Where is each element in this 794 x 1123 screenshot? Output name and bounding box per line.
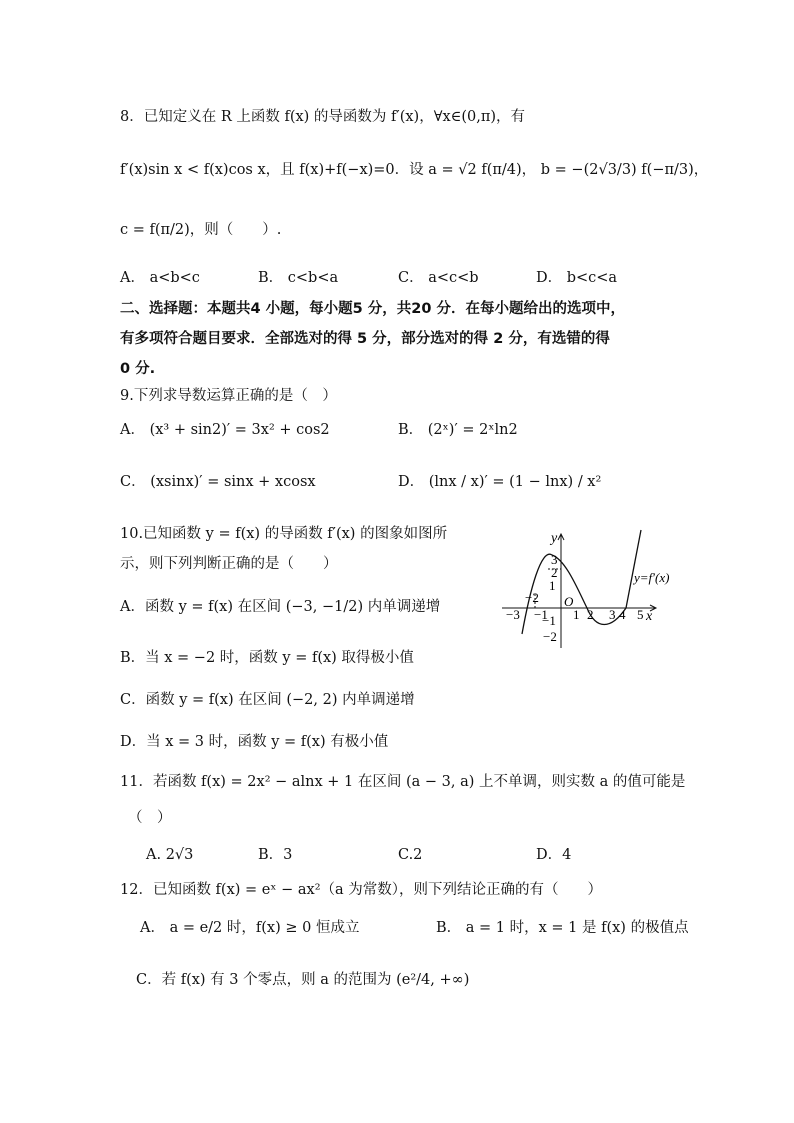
y-tick-2: 2 xyxy=(551,565,558,580)
y-tick-3: 3 xyxy=(551,552,558,567)
section-2-heading-line-3: 0 分. xyxy=(120,361,156,377)
q11-option-d: D．4 xyxy=(536,847,572,863)
q9-option-d: D． (lnx / x)′ = (1 − lnx) / x² xyxy=(398,474,602,490)
q8-option-b: B． c<b<a xyxy=(258,270,339,286)
x-tick-1: 1 xyxy=(573,607,580,622)
x-tick-4: 4 xyxy=(619,607,626,622)
q10-option-a: A．函数 y = f(x) 在区间 (−3, −1/2) 内单调递增 xyxy=(120,599,441,615)
q11-option-a: A. 2√3 xyxy=(146,847,194,863)
y-axis-label: y xyxy=(551,531,558,546)
q11-option-c: C.2 xyxy=(398,847,423,863)
x-tick-minus-2: −2 xyxy=(525,590,539,605)
q10-line-2: 示，则下列判断正确的是（ ） xyxy=(120,556,338,572)
q12-option-b: B． a = 1 时，x = 1 是 f(x) 的极值点 xyxy=(436,920,689,936)
curve-label: y=f′(x) xyxy=(634,570,670,585)
section-2-heading-line-2: 有多项符合题目要求．全部选对的得 5 分，部分选对的得 2 分，有选错的得 xyxy=(120,331,610,347)
q8-option-d: D． b<c<a xyxy=(536,270,618,286)
q11-option-b: B．3 xyxy=(258,847,293,863)
q10-line-1: 10.已知函数 y = f(x) 的导函数 f′(x) 的图象如图所 xyxy=(120,526,448,542)
x-tick-minus-1: −1 xyxy=(534,607,548,622)
q10-option-b: B．当 x = −2 时，函数 y = f(x) 取得极小值 xyxy=(120,650,414,666)
x-axis-label: x xyxy=(646,609,653,624)
q8-line-3: c = f(π/2)，则（ ）. xyxy=(120,222,282,238)
q10-option-c: C．函数 y = f(x) 在区间 (−2, 2) 内单调递增 xyxy=(120,692,415,708)
q9-stem: 9.下列求导数运算正确的是（ ） xyxy=(120,388,337,404)
q8-option-c: C． a<c<b xyxy=(398,270,479,286)
q8-option-a: A． a<b<c xyxy=(120,270,200,286)
x-tick-5: 5 xyxy=(637,607,644,622)
q12-option-a: A． a = e/2 时，f(x) ≥ 0 恒成立 xyxy=(140,920,360,936)
q8-line-1: 8．已知定义在 R 上函数 f(x) 的导函数为 f′(x)，∀x∈(0,π)，有 xyxy=(120,109,526,125)
q12-stem: 12．已知函数 f(x) = eˣ − ax²（a 为常数），则下列结论正确的有（ ） xyxy=(120,882,603,898)
q11-stem: 11．若函数 f(x) = 2x² − alnx + 1 在区间 (a − 3, a) 上不单调，则实数 a 的值可能是 xyxy=(120,774,686,790)
q9-option-c: C． (xsinx)′ = sinx + xcosx xyxy=(120,474,316,490)
origin-label: O xyxy=(564,594,574,609)
y-tick-1: 1 xyxy=(549,578,556,593)
x-tick-minus-3: −3 xyxy=(506,607,520,622)
q12-option-c: C．若 f(x) 有 3 个零点，则 a 的范围为 (e²/4, +∞) xyxy=(136,972,470,988)
x-tick-2: 2 xyxy=(587,607,594,622)
q11-paren: （ ） xyxy=(128,810,172,826)
y-tick-minus-1: −1 xyxy=(542,613,556,628)
derivative-graph xyxy=(496,520,696,652)
x-tick-3: 3 xyxy=(609,607,616,622)
section-2-heading-line-1: 二、选择题：本题共4 小题，每小题5 分，共20 分．在每小题给出的选项中， xyxy=(120,301,625,317)
q9-option-a: A． (x³ + sin2)′ = 3x² + cos2 xyxy=(120,422,330,438)
y-tick-minus-2: −2 xyxy=(543,629,557,644)
q9-option-b: B． (2ˣ)′ = 2ˣln2 xyxy=(398,422,518,438)
q10-option-d: D．当 x = 3 时，函数 y = f(x) 有极小值 xyxy=(120,734,389,750)
q8-line-2: f′(x)sin x < f(x)cos x，且 f(x)+f(−x)=0．设 a = √2 f(π/4)， b = −(2√3/3) f(−π/3)， xyxy=(120,162,709,178)
